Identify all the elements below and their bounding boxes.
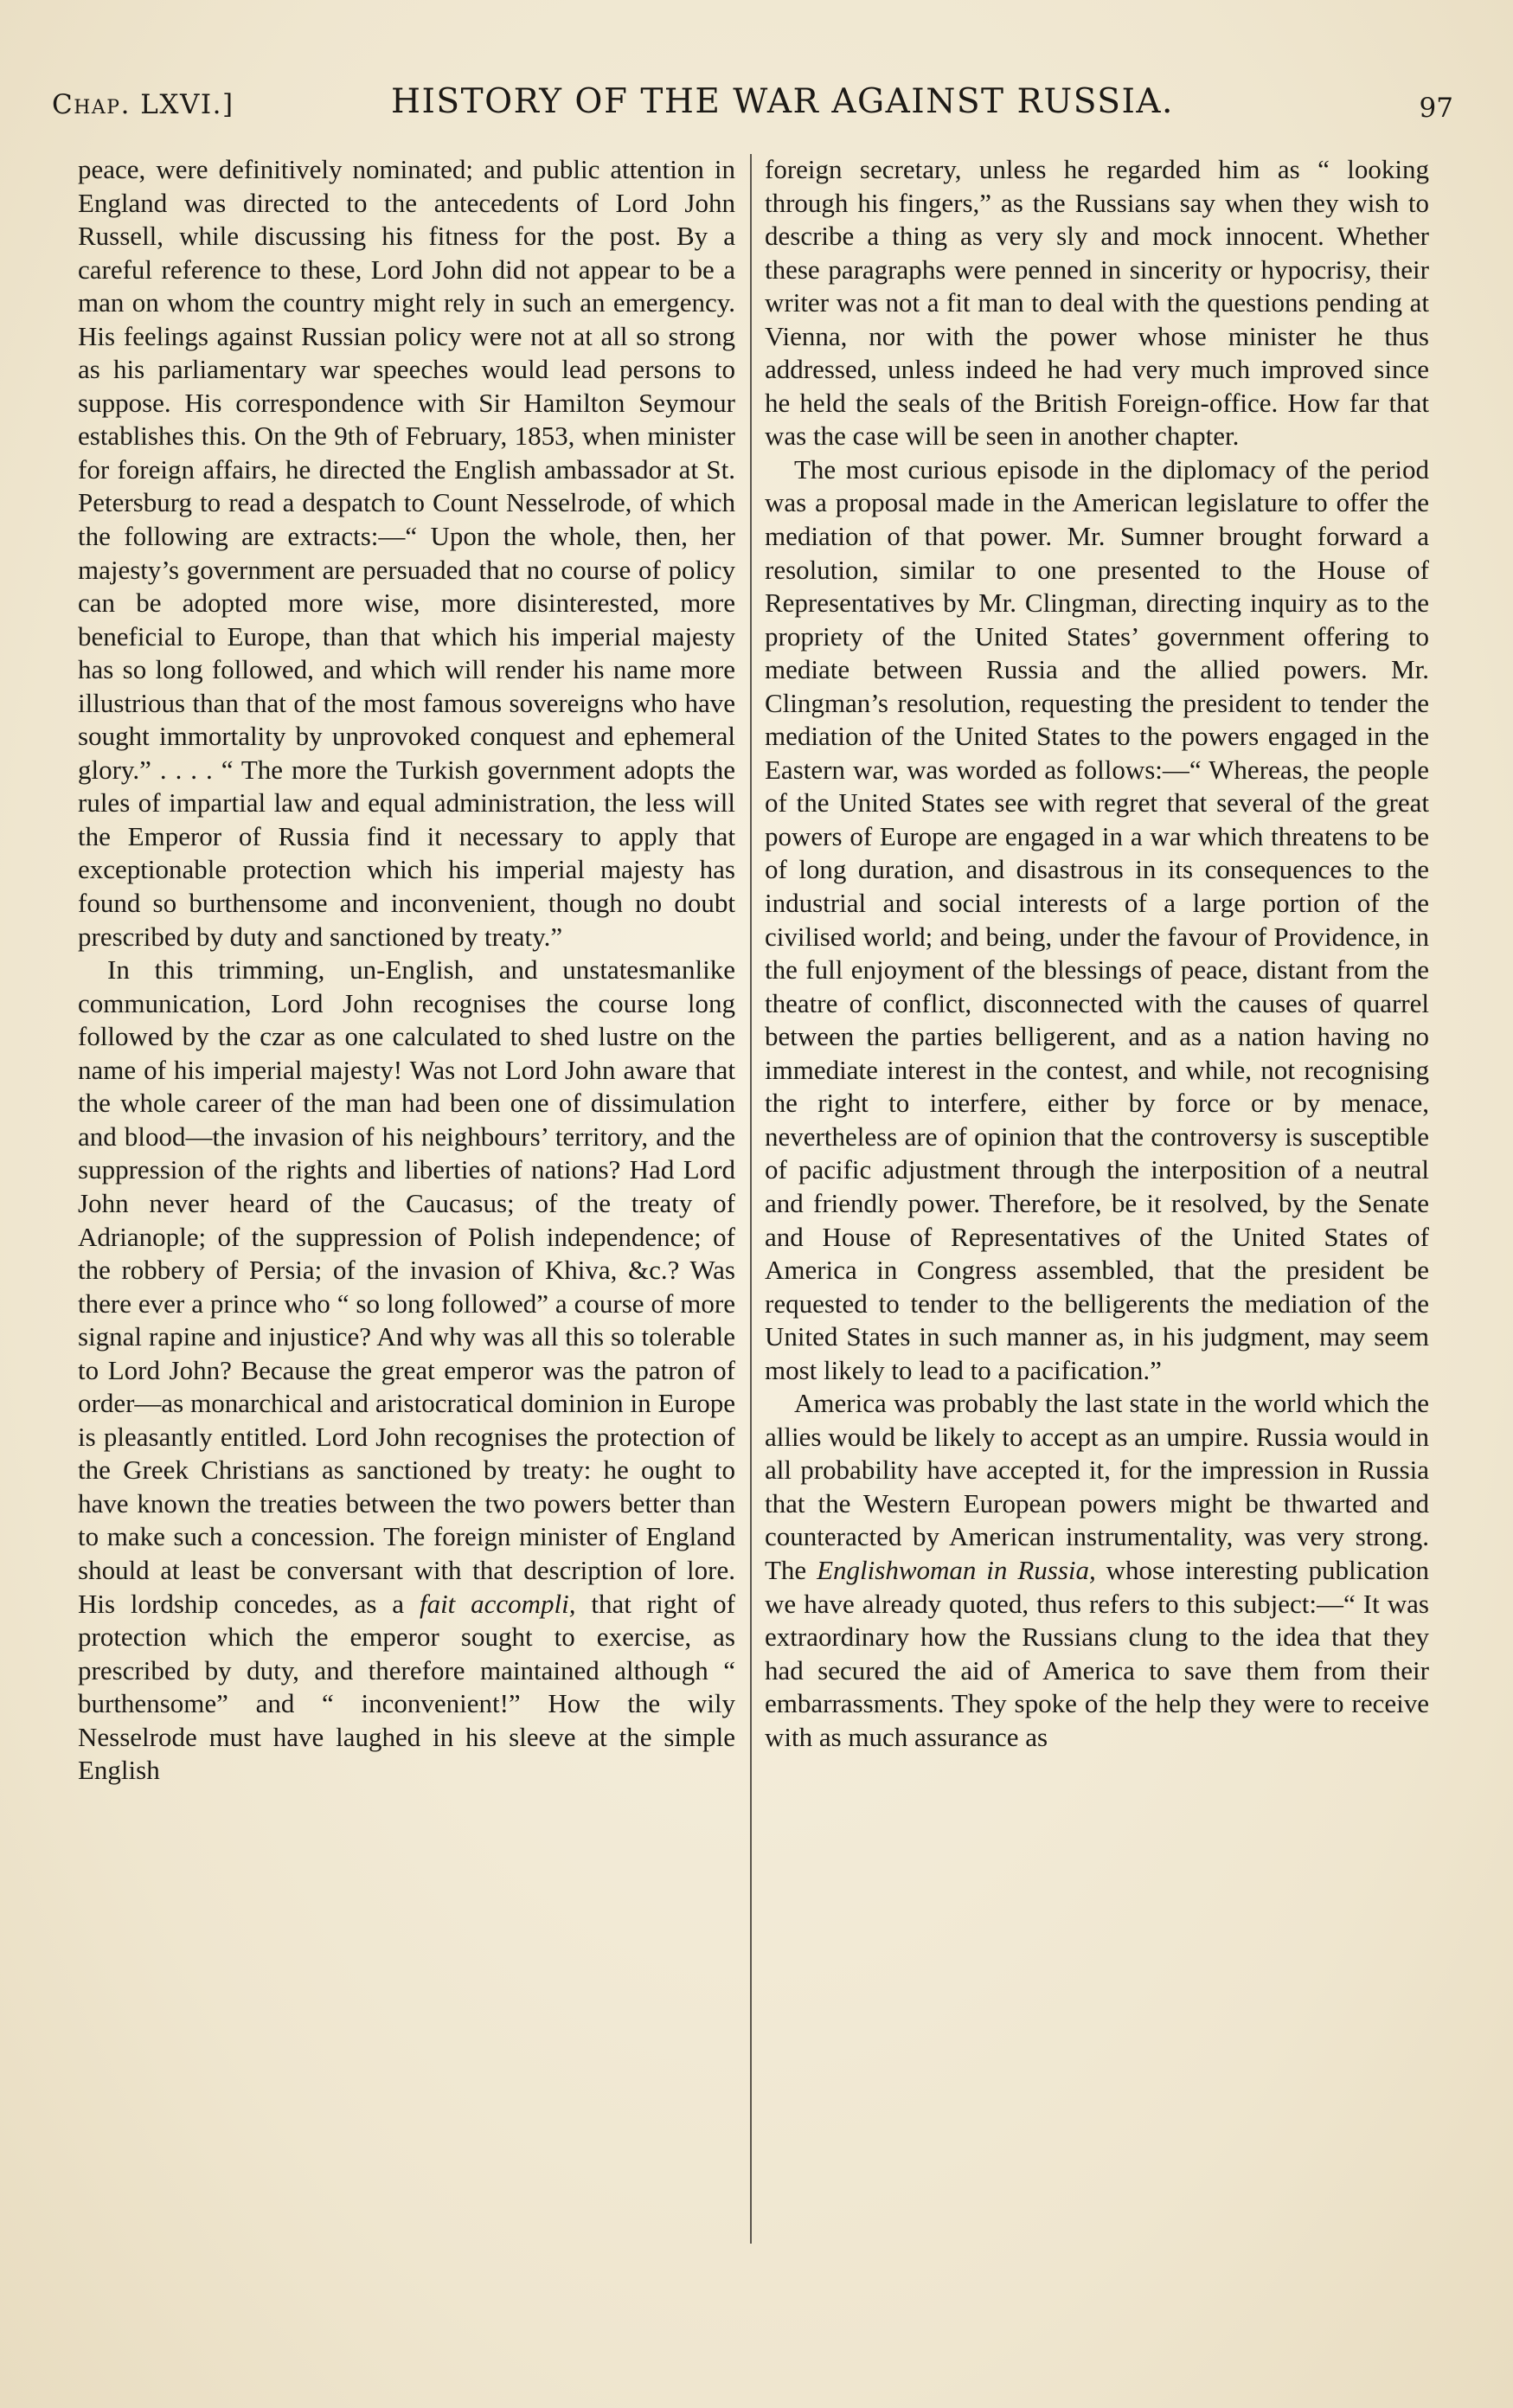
- right-paragraph-2: The most curious episode in the diplomacy of the period was a proposal made in the American legislature to offer the mediation of that power. Mr. Sumner brought forward a resolution, similar to one presented to the House of Representatives by Mr. Clingman, directing inquiry as to the propriety of the United States’ government offering to mediate between Russia and the allied powers. Mr. Clingman’s resolution, requesting the president to tender the mediation of the United States to the powers engaged in the Eastern war, was worded as follows:—“ Whereas, the people of the United States see with regret that several of the great powers of Europe are engaged in a war which threatens to be of long duration, and disastrous in its consequences to the industrial and social interests of a large portion of the civilised world; and being, under the favour of Providence, in the full enjoyment of the blessings of peace, distant from the theatre of conflict, disconnected with the causes of quarrel between the parties belligerent, and as a nation having no immediate interest in the contest, and while, not recognising the right to interfere, either by force or by menace, nevertheless are of opinion that the controversy is susceptible of pacific adjustment through the interposition of a neutral and friendly power. Therefore, be it resolved, by the Senate and House of Representatives of the United States of America in Congress assembled, that the president be requested to tender to the belligerents the mediation of the United States in such manner as, in his judgment, may seem most likely to lead to a pacification.”: [765, 453, 1429, 1385]
- right-paragraph-3-part-a: America was probably the last state in the world which the allies would be likely to accept as an umpire. Russia would in all probability have accepted it, for the impression in Russia that the Western European powers might be thwarted and counteracted by American instrumentality, was very strong. The: [765, 1388, 1429, 1585]
- column-divider: [750, 154, 752, 2244]
- left-paragraph-2-part-a: In this trimming, un-English, and unstatesmanlike communication, Lord John recognises the course long followed by the czar as one calculated to shed lustre on the name of his imperial majesty! Was not Lord John aware that the whole career of the man had been one of dissimulation and blood—the invasion of his neighbours’ territory, and the suppression of the rights and liberties of nations? Had Lord John never heard of the Caucasus; of the treaty of Adrianople; of the suppression of Polish independence; of the robbery of Persia; of the invasion of Khiva, &c.? Was there ever a prince who “ so long followed” a course of more signal rapine and injustice? And why was all this so tolerable to Lord John? Because the great emperor was the patron of order—as monarchical and aristocratical dominion in Europe is pleasantly entitled. Lord John recognises the protection of the Greek Christians as sanctioned by treaty: he ought to have known the treaties between the two powers better than to make such a concession. The foreign minister of England should at least be conversant with that description of lore. His lordship concedes, as a: [78, 954, 735, 1619]
- left-paragraph-2: [78, 954, 735, 1788]
- running-head: [52, 82, 1453, 134]
- page-number: 97: [1419, 93, 1453, 124]
- right-paragraph-3-italic: Englishwoman in Russia,: [817, 1554, 1096, 1585]
- left-paragraph-2-italic: fait accompli,: [419, 1588, 576, 1619]
- right-paragraph-1: foreign secretary, unless he regarded him as “ looking through his fingers,” as the Russians say when they wish to describe a thing as very sly and mock innocent. Whether these paragraphs were penned in sincerity or hypocrisy, their writer was not a fit man to deal with the questions pending at Vienna, nor with the power whose minister he thus addressed, unless indeed he had very much improved since he held the seals of the British Foreign-office. How far that was the case will be seen in another chapter.: [765, 154, 1429, 452]
- right-column: [765, 153, 1429, 1754]
- left-column: [78, 153, 735, 1788]
- left-paragraph-2-part-b: that right of protection which the emperor sought to exercise, as prescribed by duty, and therefore maintained although “ burthensome” and “ inconvenient!” How the wily Nesselrode must have laughed in his sleeve at the simple English: [78, 1588, 736, 1786]
- running-title: HISTORY OF THE WAR AGAINST RUSSIA.: [391, 82, 1174, 121]
- right-paragraph-3: [765, 1387, 1429, 1754]
- right-paragraph-3-part-b: whose interesting publication we have already quoted, thus refers to this subject:—“ It was extraordinary how the Russians clung to the idea that they had secured the aid of America to save them from their embarrassments. They spoke of the help they were to receive with as much assurance as: [765, 1554, 1429, 1752]
- left-paragraph-1: peace, were definitively nominated; and public attention in England was directed to the antecedents of Lord John Russell, while discussing his fitness for the post. By a careful reference to these, Lord John did not appear to be a man on whom the country might rely in such an emergency. His feelings against Russian policy were not at all so strong as his parliamentary war speeches would lead persons to suppose. His correspondence with Sir Hamilton Seymour establishes this. On the 9th of February, 1853, when minister for foreign affairs, he directed the English ambassador at St. Petersburg to read a despatch to Count Nesselrode, of which the following are extracts:—“ Upon the whole, then, her majesty’s government are persuaded that no course of policy can be adopted more wise, more disinterested, more beneficial to Europe, than that which his imperial majesty has so long followed, and which will render his name more illustrious than that of the most famous sovereigns who have sought immortality by unprovoked conquest and ephemeral glory.” . . . . “ The more the Turkish government adopts the rules of impartial law and equal administration, the less will the Emperor of Russia find it necessary to apply that exceptionable protection which his imperial majesty has found so burthensome and inconvenient, though no doubt prescribed by duty and sanctioned by treaty.”: [78, 154, 735, 952]
- chapter-marker: Chap. LXVI.]: [52, 89, 234, 120]
